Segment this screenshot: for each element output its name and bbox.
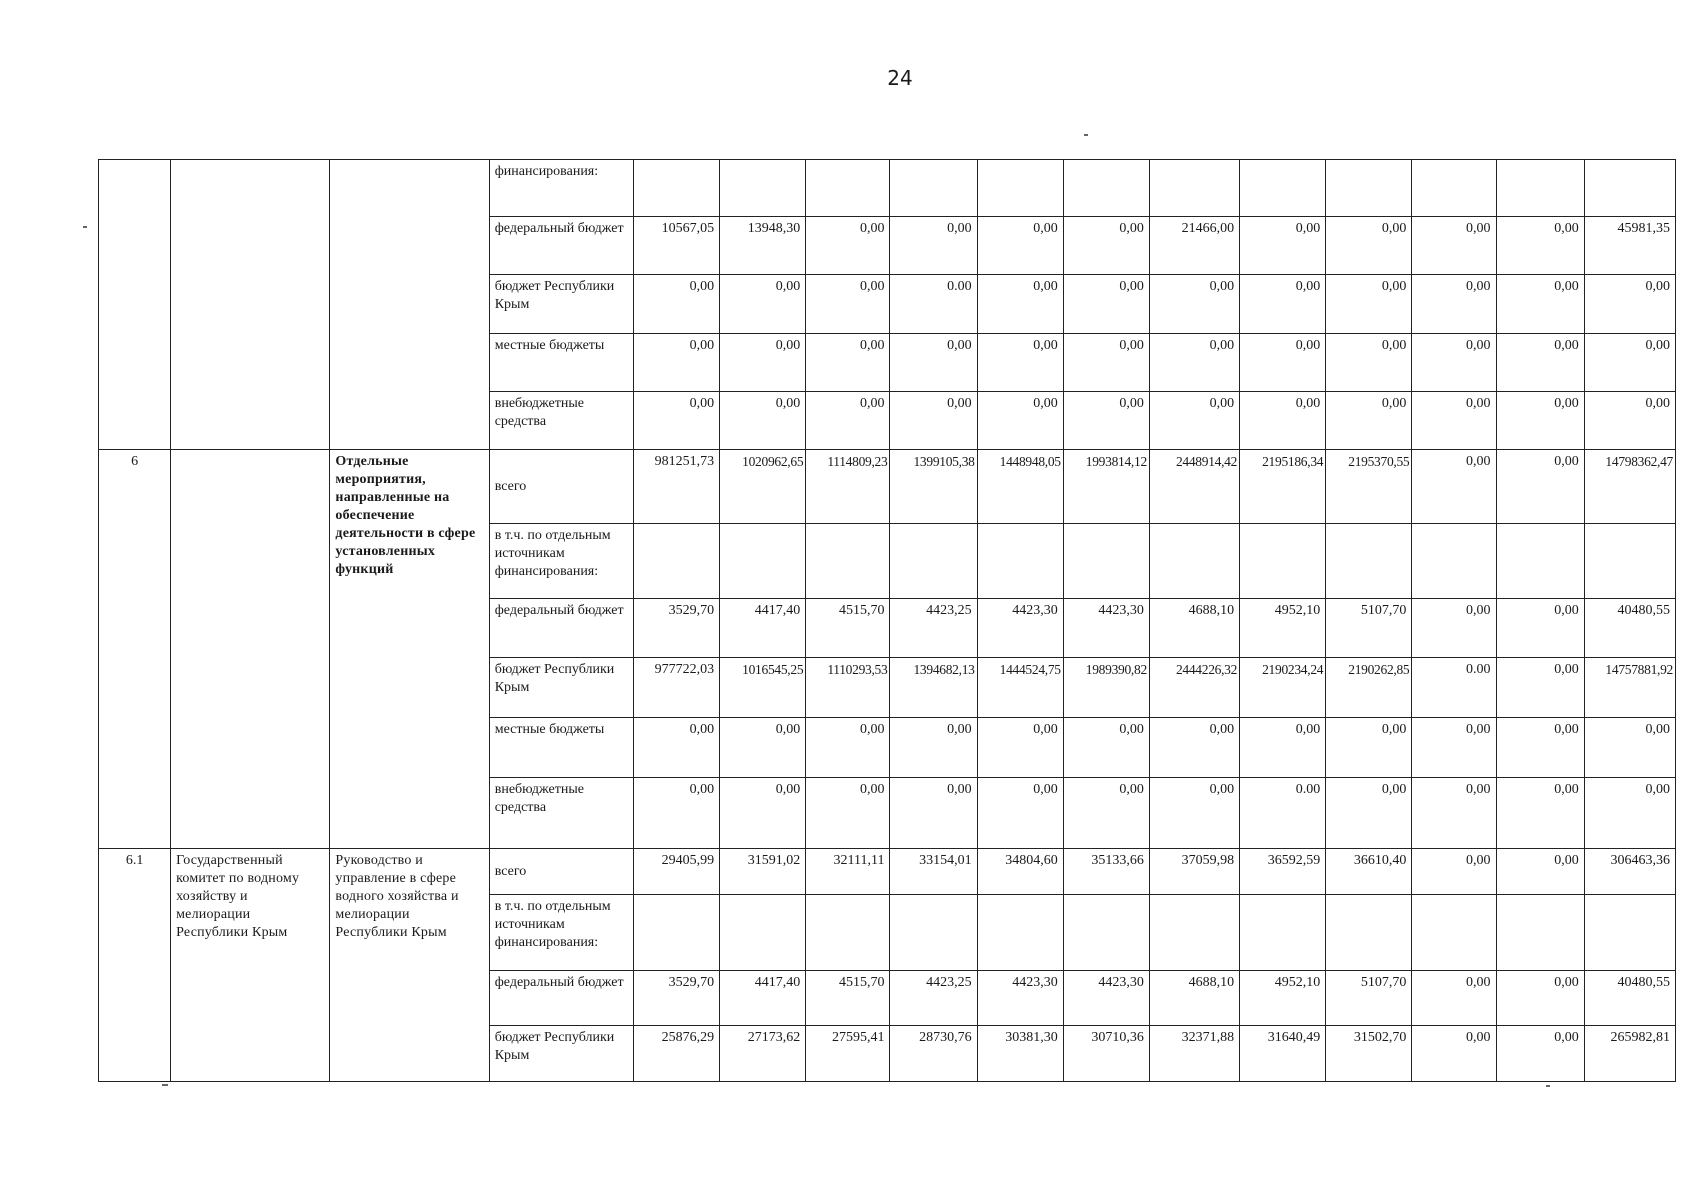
amount-cell: 1444524,75	[977, 658, 1063, 718]
amount-cell: 0,00	[1326, 334, 1412, 392]
amount-cell	[1412, 524, 1496, 599]
amount-cell: 1020962,65	[720, 450, 806, 524]
amount-cell: 0,00	[1496, 1026, 1584, 1082]
amount-cell: 4423,30	[977, 599, 1063, 658]
amount-cell: 0,00	[806, 217, 890, 275]
amount-cell: 4423,25	[890, 971, 977, 1026]
amount-cell: 306463,36	[1584, 849, 1675, 895]
amount-cell: 0,00	[1240, 392, 1326, 450]
amount-cell	[1584, 160, 1675, 217]
amount-cell: 14798362,47	[1584, 450, 1675, 524]
amount-cell: 0,00	[1496, 599, 1584, 658]
amount-cell	[806, 524, 890, 599]
amount-cell: 0,00	[977, 718, 1063, 778]
amount-cell: 30710,36	[1063, 1026, 1149, 1082]
page-number: 24	[887, 66, 913, 90]
funding-source-cell: федеральный бюджет	[489, 217, 633, 275]
amount-cell: 0,00	[1496, 718, 1584, 778]
amount-cell: 0,00	[1412, 718, 1496, 778]
amount-cell	[720, 160, 806, 217]
amount-cell: 0,00	[1240, 334, 1326, 392]
amount-cell: 0,00	[806, 392, 890, 450]
funding-source-cell: федеральный бюджет	[489, 599, 633, 658]
amount-cell: 0,00	[977, 392, 1063, 450]
amount-cell: 0,00	[1412, 217, 1496, 275]
amount-cell	[1240, 524, 1326, 599]
amount-cell: 3529,70	[633, 971, 719, 1026]
amount-cell: 40480,55	[1584, 599, 1675, 658]
amount-cell	[1063, 524, 1149, 599]
amount-cell: 5107,70	[1326, 971, 1412, 1026]
amount-cell	[1063, 160, 1149, 217]
amount-cell: 0,00	[977, 778, 1063, 849]
amount-cell: 4688,10	[1149, 599, 1239, 658]
amount-cell: 0,00	[1149, 392, 1239, 450]
amount-cell: 0,00	[720, 718, 806, 778]
amount-cell: 0,00	[1063, 718, 1149, 778]
amount-cell: 10567,05	[633, 217, 719, 275]
amount-cell	[1496, 160, 1584, 217]
amount-cell: 0,00	[1496, 275, 1584, 334]
amount-cell: 0,00	[1412, 849, 1496, 895]
amount-cell: 0,00	[1412, 450, 1496, 524]
amount-cell: 0,00	[1496, 658, 1584, 718]
amount-cell: 3529,70	[633, 599, 719, 658]
amount-cell: 4515,70	[806, 971, 890, 1026]
amount-cell: 0,00	[1063, 217, 1149, 275]
amount-cell: 36592,59	[1240, 849, 1326, 895]
row-index-cell: 6.1	[99, 849, 171, 1082]
budget-table	[98, 159, 1676, 1082]
row-index-cell	[99, 160, 171, 450]
amount-cell: 4423,30	[1063, 971, 1149, 1026]
amount-cell: 37059,98	[1149, 849, 1239, 895]
amount-cell: 0,00	[720, 392, 806, 450]
amount-cell: 0,00	[890, 778, 977, 849]
funding-source-cell: всего	[489, 450, 633, 524]
amount-cell: 0,00	[633, 718, 719, 778]
amount-cell: 0,00	[977, 217, 1063, 275]
amount-cell: 0,00	[720, 778, 806, 849]
amount-cell: 265982,81	[1584, 1026, 1675, 1082]
amount-cell: 32111,11	[806, 849, 890, 895]
amount-cell	[890, 524, 977, 599]
amount-cell: 21466,00	[1149, 217, 1239, 275]
amount-cell: 2195370,55	[1326, 450, 1412, 524]
amount-cell: 31591,02	[720, 849, 806, 895]
amount-cell	[1584, 524, 1675, 599]
amount-cell	[806, 160, 890, 217]
amount-cell: 0,00	[1326, 275, 1412, 334]
measure-title-cell	[330, 160, 489, 450]
funding-source-cell: бюджет Республики Крым	[489, 1026, 633, 1082]
amount-cell	[1412, 160, 1496, 217]
amount-cell: 0,00	[1063, 778, 1149, 849]
amount-cell: 4417,40	[720, 599, 806, 658]
amount-cell	[890, 895, 977, 971]
amount-cell: 4952,10	[1240, 599, 1326, 658]
table-row	[99, 849, 1676, 895]
amount-cell: 0,00	[1584, 718, 1675, 778]
amount-cell: 0,00	[1412, 971, 1496, 1026]
amount-cell: 0,00	[1063, 275, 1149, 334]
amount-cell	[1063, 895, 1149, 971]
scan-speck	[83, 226, 87, 228]
scan-speck	[162, 1084, 168, 1086]
amount-cell	[1240, 895, 1326, 971]
amount-cell: 0,00	[1326, 217, 1412, 275]
amount-cell: 1114809,23	[806, 450, 890, 524]
amount-cell: 0,00	[633, 334, 719, 392]
amount-cell: 0,00	[977, 275, 1063, 334]
amount-cell: 0,00	[720, 275, 806, 334]
amount-cell	[977, 895, 1063, 971]
amount-cell: 0,00	[1412, 334, 1496, 392]
amount-cell: 45981,35	[1584, 217, 1675, 275]
amount-cell	[633, 524, 719, 599]
amount-cell	[977, 160, 1063, 217]
funding-source-cell: местные бюджеты	[489, 334, 633, 392]
amount-cell: 2190262,85	[1326, 658, 1412, 718]
amount-cell: 0,00	[890, 334, 977, 392]
amount-cell: 28730,76	[890, 1026, 977, 1082]
amount-cell: 0,00	[1149, 275, 1239, 334]
amount-cell: 4417,40	[720, 971, 806, 1026]
amount-cell: 0,00	[1496, 778, 1584, 849]
amount-cell: 0,00	[1240, 718, 1326, 778]
row-index-cell: 6	[99, 450, 171, 849]
amount-cell	[1149, 160, 1239, 217]
amount-cell: 4952,10	[1240, 971, 1326, 1026]
amount-cell: 4423,30	[977, 971, 1063, 1026]
amount-cell: 0,00	[1584, 334, 1675, 392]
funding-source-cell: в т.ч. по отдельным источникам финансирования:	[489, 524, 633, 599]
amount-cell: 0,00	[1496, 849, 1584, 895]
amount-cell: 981251,73	[633, 450, 719, 524]
amount-cell: 0,00	[890, 392, 977, 450]
executor-cell	[171, 160, 330, 450]
amount-cell: 1993814,12	[1063, 450, 1149, 524]
amount-cell: 0,00	[806, 718, 890, 778]
funding-source-cell: бюджет Республики Крым	[489, 275, 633, 334]
amount-cell	[720, 895, 806, 971]
amount-cell	[1149, 895, 1239, 971]
amount-cell: 0,00	[1412, 1026, 1496, 1082]
amount-cell	[1326, 160, 1412, 217]
amount-cell: 40480,55	[1584, 971, 1675, 1026]
amount-cell: 0,00	[1326, 392, 1412, 450]
amount-cell: 2190234,24	[1240, 658, 1326, 718]
amount-cell: 0,00	[633, 275, 719, 334]
amount-cell	[1412, 895, 1496, 971]
amount-cell	[1326, 895, 1412, 971]
amount-cell: 0,00	[1496, 334, 1584, 392]
executor-cell	[171, 450, 330, 849]
amount-cell: 0,00	[1240, 275, 1326, 334]
measure-title-cell: Руководство и управление в сфере водного хозяйства и мелиорации Республики Крым	[330, 849, 489, 1082]
amount-cell	[890, 160, 977, 217]
funding-source-cell: всего	[489, 849, 633, 895]
amount-cell: 0,00	[1326, 718, 1412, 778]
amount-cell: 0,00	[1584, 275, 1675, 334]
amount-cell: 1110293,53	[806, 658, 890, 718]
amount-cell: 0,00	[1412, 599, 1496, 658]
measure-title-cell: Отдельные мероприятия, направленные на обеспечение деятельности в сфере установленных функций	[330, 450, 489, 849]
amount-cell: 0,00	[1149, 334, 1239, 392]
amount-cell	[977, 524, 1063, 599]
amount-cell: 13948,30	[720, 217, 806, 275]
amount-cell: 30381,30	[977, 1026, 1063, 1082]
table-row	[99, 160, 1676, 217]
amount-cell: 31640,49	[1240, 1026, 1326, 1082]
amount-cell: 0,00	[806, 275, 890, 334]
amount-cell: 0,00	[1149, 718, 1239, 778]
amount-cell: 29405,99	[633, 849, 719, 895]
amount-cell: 0.00	[1412, 658, 1496, 718]
funding-source-cell: внебюджетные средства	[489, 392, 633, 450]
amount-cell: 0,00	[806, 778, 890, 849]
amount-cell: 0,00	[1412, 778, 1496, 849]
amount-cell: 2444226,32	[1149, 658, 1239, 718]
amount-cell: 5107,70	[1326, 599, 1412, 658]
amount-cell: 0,00	[1496, 971, 1584, 1026]
funding-source-cell: финансирования:	[489, 160, 633, 217]
executor-cell: Государственный комитет по водному хозяйству и мелиорации Республики Крым	[171, 849, 330, 1082]
amount-cell	[1240, 160, 1326, 217]
amount-cell: 32371,88	[1149, 1026, 1239, 1082]
funding-source-cell: в т.ч. по отдельным источникам финансирования:	[489, 895, 633, 971]
amount-cell: 1399105,38	[890, 450, 977, 524]
amount-cell: 4423,25	[890, 599, 977, 658]
scan-speck	[1546, 1085, 1550, 1087]
amount-cell	[1496, 524, 1584, 599]
amount-cell: 0,00	[1326, 778, 1412, 849]
amount-cell: 35133,66	[1063, 849, 1149, 895]
amount-cell: 0,00	[1496, 450, 1584, 524]
amount-cell: 36610,40	[1326, 849, 1412, 895]
amount-cell: 0,00	[1063, 392, 1149, 450]
funding-source-cell: федеральный бюджет	[489, 971, 633, 1026]
amount-cell: 0,00	[1149, 778, 1239, 849]
amount-cell: 25876,29	[633, 1026, 719, 1082]
amount-cell: 0,00	[1584, 392, 1675, 450]
funding-source-cell: внебюджетные средства	[489, 778, 633, 849]
amount-cell	[1496, 895, 1584, 971]
amount-cell: 0,00	[720, 334, 806, 392]
amount-cell: 0.00	[1240, 778, 1326, 849]
amount-cell: 0,00	[1240, 217, 1326, 275]
amount-cell	[1149, 524, 1239, 599]
amount-cell: 1989390,82	[1063, 658, 1149, 718]
amount-cell: 31502,70	[1326, 1026, 1412, 1082]
amount-cell: 4423,30	[1063, 599, 1149, 658]
amount-cell: 0,00	[1496, 392, 1584, 450]
amount-cell	[633, 160, 719, 217]
amount-cell: 1394682,13	[890, 658, 977, 718]
amount-cell	[1326, 524, 1412, 599]
amount-cell: 4515,70	[806, 599, 890, 658]
table-row	[99, 450, 1676, 524]
amount-cell: 2448914,42	[1149, 450, 1239, 524]
amount-cell: 34804,60	[977, 849, 1063, 895]
amount-cell: 0,00	[633, 778, 719, 849]
amount-cell: 27595,41	[806, 1026, 890, 1082]
amount-cell: 0,00	[890, 718, 977, 778]
amount-cell: 1016545,25	[720, 658, 806, 718]
amount-cell: 977722,03	[633, 658, 719, 718]
amount-cell: 33154,01	[890, 849, 977, 895]
amount-cell	[1584, 895, 1675, 971]
funding-source-cell: бюджет Республики Крым	[489, 658, 633, 718]
amount-cell: 0,00	[890, 217, 977, 275]
amount-cell: 0,00	[1584, 778, 1675, 849]
scan-speck	[1084, 134, 1088, 136]
amount-cell: 0,00	[806, 334, 890, 392]
amount-cell: 27173,62	[720, 1026, 806, 1082]
amount-cell: 0,00	[1063, 334, 1149, 392]
amount-cell: 0.00	[890, 275, 977, 334]
amount-cell: 14757881,92	[1584, 658, 1675, 718]
amount-cell	[806, 895, 890, 971]
amount-cell: 0,00	[633, 392, 719, 450]
amount-cell	[720, 524, 806, 599]
amount-cell: 0,00	[1412, 275, 1496, 334]
amount-cell	[633, 895, 719, 971]
funding-source-cell: местные бюджеты	[489, 718, 633, 778]
amount-cell: 0,00	[1496, 217, 1584, 275]
amount-cell: 1448948,05	[977, 450, 1063, 524]
amount-cell: 2195186,34	[1240, 450, 1326, 524]
amount-cell: 4688,10	[1149, 971, 1239, 1026]
amount-cell: 0,00	[977, 334, 1063, 392]
amount-cell: 0,00	[1412, 392, 1496, 450]
